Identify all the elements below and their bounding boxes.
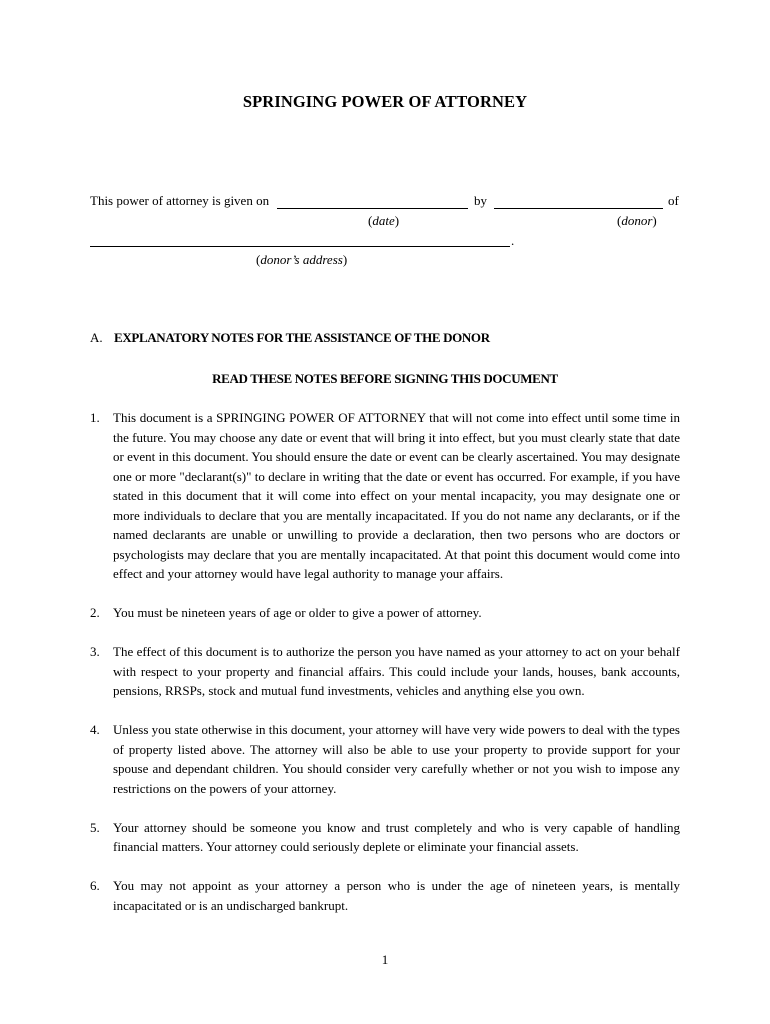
note-item [90, 603, 680, 623]
note-number: 6. [90, 878, 100, 893]
note-text: You may not appoint as your attorney a person who is under the age of nineteen years, is mentally incapacitated or is an undischarged bankrupt. [113, 878, 680, 913]
date-caption: (date) [368, 213, 400, 228]
document-title: SPRINGING POWER OF ATTORNEY [242, 92, 528, 111]
notes-subheading: READ THESE NOTES BEFORE SIGNING THIS DOCUMENT [212, 371, 558, 386]
intro-by: by [474, 193, 487, 208]
intro-prefix: This power of attorney is given on [90, 193, 270, 208]
section-letter: A. [90, 330, 103, 345]
note-item [90, 818, 680, 857]
intro-of: of [668, 193, 679, 208]
note-number: 4. [90, 722, 100, 737]
note-item [90, 642, 680, 701]
note-number: 3. [90, 644, 100, 659]
address-end-period: . [511, 233, 515, 248]
note-number: 5. [90, 819, 100, 835]
section-heading-text: EXPLANATORY NOTES FOR THE ASSISTANCE OF THE DONOR [114, 330, 490, 345]
address-caption-text: donor’s address [260, 252, 343, 267]
page-number: 1 [381, 952, 389, 967]
address-blank[interactable] [90, 246, 510, 247]
note-text: Unless you state otherwise in this document, your attorney will have very wide powers to deal with the types of property listed above. The attorney will also be able to use your property to provide support for your spouse and dependant children. You should consider very carefully whether or not you wish to impose any restrictions on the powers of your attorney. [113, 722, 680, 796]
note-item [90, 876, 680, 915]
donor-caption: (donor) [617, 213, 657, 228]
note-text: The effect of this document is to authorize the person you have named as your attorney to act on your behalf with respect to your property and financial affairs. This could include your lands, houses, bank accounts, pensions, RRSPs, stock and mutual fund investments, vehicles and anything else you own. [113, 644, 680, 698]
note-text: Your attorney should be someone you know and trust completely and who is very capable of handling financial matters. Your attorney could seriously deplete or eliminate your financial assets. [113, 819, 680, 854]
section-heading [90, 330, 490, 346]
date-caption-text: date [372, 213, 395, 228]
note-item [90, 408, 680, 584]
donor-caption-text: donor [621, 213, 653, 228]
note-text: You must be nineteen years of age or older to give a power of attorney. [113, 605, 482, 620]
note-number: 2. [90, 605, 100, 620]
note-text: This document is a SPRINGING POWER OF ATTORNEY that will not come into effect until some time in the future. You may choose any date or event that will bring it into effect, but you must clearly state that date or event in this document. You should ensure the date or event can be clearly ascertained. You may designate one or more "declarant(s)" to declare in writing that the date or event has occurred. For example, if you have stated in this document that it will come into effect on your mental incapacity, you may designate one or more individuals to declare that you are mentally incapacitated. If you do not name any declarants, or if the named declarants are unable or unwilling to provide a declaration, then two persons who are doctors or psychologists may declare that you are mentally incapacitated. At that point this document would come into effect and your attorney would have legal authority to manage your affairs. [113, 410, 680, 581]
note-item [90, 720, 680, 798]
address-caption: (donor’s address) [256, 252, 348, 267]
note-number: 1. [90, 410, 100, 425]
date-blank[interactable] [277, 208, 468, 209]
explanatory-notes-list [90, 408, 680, 935]
donor-blank[interactable] [494, 208, 663, 209]
